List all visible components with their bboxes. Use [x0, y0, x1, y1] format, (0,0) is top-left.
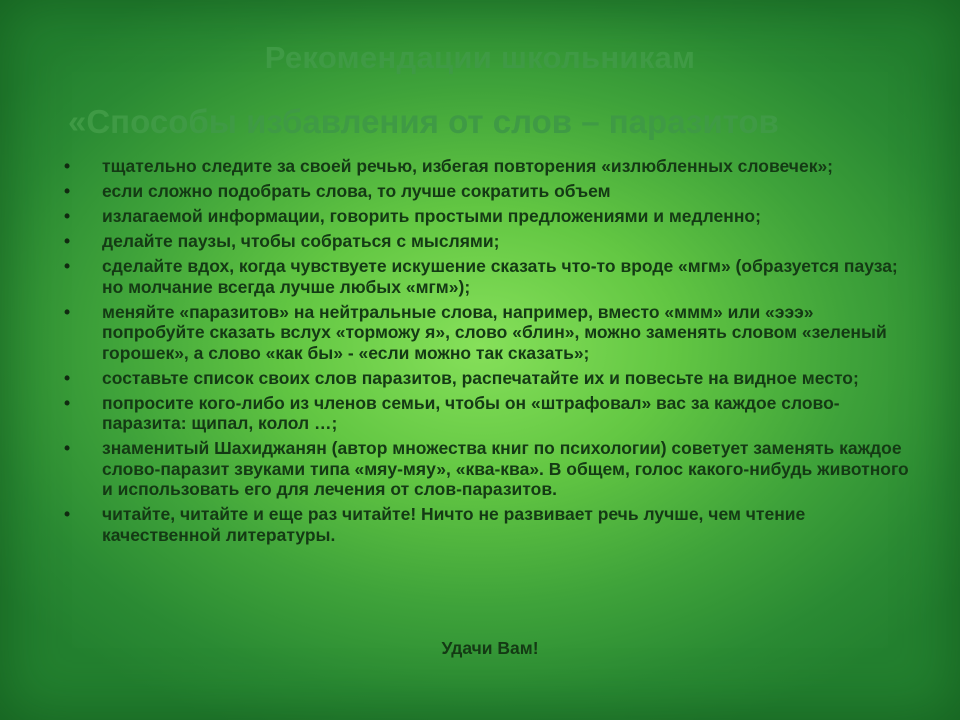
- list-item-text: если сложно подобрать слова, то лучше сократить объем: [102, 181, 611, 201]
- list-item-text: попросите кого-либо из членов семьи, чтобы он «штрафовал» вас за каждое слово-паразита: щипал, колол …;: [102, 392, 840, 433]
- bullet-icon: •: [64, 156, 71, 176]
- list-item-text: излагаемой информации, говорить простыми предложениями и медленно;: [102, 206, 761, 226]
- list-item: [64, 256, 914, 297]
- bullet-icon: •: [64, 256, 71, 276]
- bullet-icon: •: [64, 438, 71, 458]
- list-item: [64, 504, 914, 545]
- list-item-text: меняйте «паразитов» на нейтральные слова, например, вместо «ммм» или «эээ» попробуйте сказать вслух «торможу я», слово «блин», можно заменять словом «зеленый горошек», а слово «как бы» - «если можно так сказать»;: [102, 301, 887, 363]
- list-item: [64, 156, 914, 177]
- list-item: [64, 206, 914, 227]
- bullet-icon: •: [64, 392, 71, 413]
- bullet-icon: •: [64, 231, 71, 251]
- recommendation-list: [64, 156, 914, 550]
- bullet-icon: •: [64, 301, 71, 322]
- list-item-text: знаменитый Шахиджанян (автор множества книг по психологии) советует заменять каждое слово-паразит звуками типа «мяу-мяу», «ква-ква». В общем, голос какого-нибудь животного и использовать его для лечения от слов-паразитов.: [102, 438, 909, 499]
- list-item-text: составьте список своих слов паразитов, распечатайте их и повесьте на видное место;: [102, 367, 859, 388]
- slide-subtitle: «Способы избавления от слов – паразитов: [68, 103, 779, 140]
- bullet-icon: •: [64, 206, 71, 226]
- list-item: [64, 393, 914, 434]
- bullet-icon: •: [64, 367, 71, 388]
- list-item: [64, 231, 914, 252]
- list-item-text: сделайте вдох, когда чувствуете искушение сказать что-то вроде «мгм» (образуется пауза; но молчание всегда лучше любых «мгм»);: [102, 256, 898, 297]
- list-item: [64, 302, 914, 364]
- list-item-text: тщательно следите за своей речью, избегая повторения «излюбленных словечек»;: [102, 156, 834, 176]
- bullet-icon: •: [64, 181, 71, 201]
- bullet-icon: •: [64, 504, 71, 524]
- list-item-text: делайте паузы, чтобы собраться с мыслями;: [102, 231, 500, 251]
- list-item-text: читайте, читайте и еще раз читайте! Ничто не развивает речь лучше, чем чтение качественной литературы.: [102, 504, 806, 545]
- list-item: [64, 438, 914, 500]
- closing-line: Удачи Вам!: [441, 638, 539, 658]
- slide-title: Рекомендации школьникам: [264, 40, 696, 75]
- list-item: [64, 368, 914, 389]
- list-item: [64, 181, 914, 202]
